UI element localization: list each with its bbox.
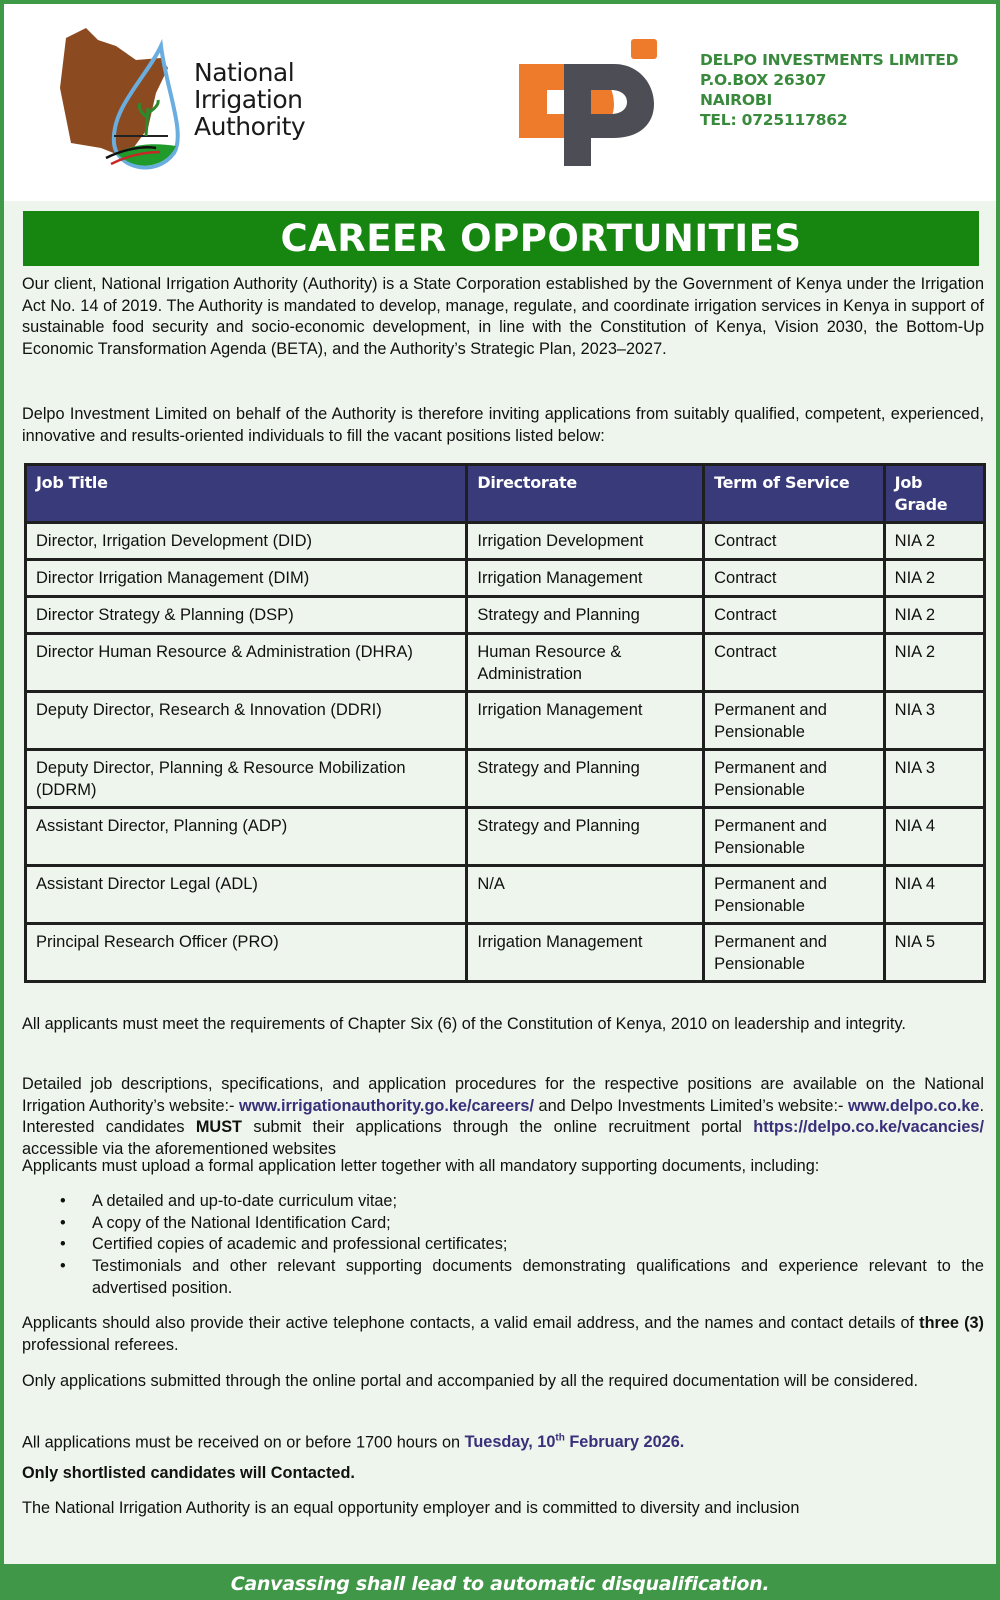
cell-term: Permanent and Pensionable — [704, 924, 885, 982]
cell-grade: NIA 2 — [884, 597, 984, 634]
cell-term: Permanent and Pensionable — [704, 866, 885, 924]
cell-term: Permanent and Pensionable — [704, 692, 885, 750]
cell-job-title: Principal Research Officer (PRO) — [26, 924, 467, 982]
contacts-text: Applicants should also provide their active telephone contacts, a valid email address, and the names and contact details of — [22, 1314, 920, 1332]
table-row — [26, 924, 985, 982]
delpo-website-link[interactable]: www.delpo.co.ke — [847, 1096, 980, 1115]
delpo-po-box: P.O.BOX 26307 — [700, 71, 827, 89]
table-row — [26, 560, 985, 597]
intro-paragraph: Our client, National Irrigation Authority (Authority) is a State Corporation established by the Government of Kenya under the Irrigation Act No. 14 of 2019. The Authority is mandated to develop, manage, regulate, and coordinate irrigation services in Kenya in support of sustainable food security and socio-economic development, in line with the Constitution of Kenya, Vision 2030, the Bottom-Up Economic Transformation Agenda (BETA), and the Authority’s Strategic Plan, 2023–2027. — [22, 275, 984, 359]
cell-grade: NIA 3 — [884, 750, 984, 808]
deadline-paragraph — [22, 1428, 984, 1454]
details-text: submit their applications through the online recruitment portal — [242, 1118, 754, 1137]
referees-count: three (3) — [919, 1314, 984, 1332]
delpo-company: DELPO INVESTMENTS LIMITED — [700, 51, 959, 69]
header-directorate: Directorate — [467, 465, 704, 523]
table-row — [26, 808, 985, 866]
cell-grade: NIA 2 — [884, 523, 984, 560]
documents-list — [54, 1191, 984, 1300]
header-job-title: Job Title — [26, 465, 467, 523]
delpo-tel: TEL: 0725117862 — [700, 111, 848, 129]
table-row — [26, 866, 985, 924]
vacancies-table — [24, 463, 986, 983]
header-term: Term of Service — [704, 465, 885, 523]
nia-logo-text — [194, 59, 305, 140]
cell-job-title: Assistant Director, Planning (ADP) — [26, 808, 467, 866]
cell-grade: NIA 2 — [884, 634, 984, 692]
cell-directorate: Strategy and Planning — [467, 808, 704, 866]
cell-term: Contract — [704, 597, 885, 634]
header — [4, 4, 996, 201]
details-text: Detailed job descriptions, specifications, and application procedures for the respective positions are available on the National Irrigation Authority’s website:- — [22, 1075, 984, 1115]
cell-directorate: Strategy and Planning — [467, 597, 704, 634]
cell-job-title: Deputy Director, Research & Innovation (DDRI) — [26, 692, 467, 750]
table-header-row — [26, 465, 985, 523]
cell-term: Contract — [704, 560, 885, 597]
table-row — [26, 523, 985, 560]
shortlisted-text: Only shortlisted candidates will Contacted. — [22, 1464, 355, 1482]
upload-intro: Applicants must upload a formal application letter together with all mandatory supporting documents, including: — [22, 1157, 820, 1175]
deadline-day: Tuesday, 10 — [464, 1433, 556, 1452]
chapter-six-paragraph: All applicants must meet the requirements of Chapter Six (6) of the Constitution of Kenya, 2010 on leadership and integrity. — [22, 1015, 906, 1033]
cell-term: Permanent and Pensionable — [704, 750, 885, 808]
contacts-paragraph — [22, 1313, 984, 1356]
deadline-text: All applications must be received on or before 1700 hours on — [22, 1433, 465, 1452]
cell-directorate: Irrigation Development — [467, 523, 704, 560]
cell-grade: NIA 4 — [884, 808, 984, 866]
cell-job-title: Director Strategy & Planning (DSP) — [26, 597, 467, 634]
delpo-city: NAIROBI — [700, 91, 773, 109]
cell-directorate: N/A — [467, 866, 704, 924]
details-text: and Delpo Investments Limited’s website:- — [533, 1096, 848, 1115]
details-text: accessible via the aforementioned websites — [22, 1140, 337, 1159]
table-row — [26, 634, 985, 692]
cell-directorate: Irrigation Management — [467, 924, 704, 982]
deadline-month-year: February 2026. — [564, 1433, 685, 1452]
table-row — [26, 750, 985, 808]
cell-term: Permanent and Pensionable — [704, 808, 885, 866]
cell-directorate: Human Resource & Administration — [467, 634, 704, 692]
header-grade: Job Grade — [884, 465, 984, 523]
cell-job-title: Assistant Director Legal (ADL) — [26, 866, 467, 924]
table-row — [26, 692, 985, 750]
content — [4, 201, 996, 1564]
nia-logo-line: Authority — [194, 112, 306, 141]
delpo-contact — [700, 50, 958, 130]
cell-job-title: Director Irrigation Management (DIM) — [26, 560, 467, 597]
cell-grade: NIA 3 — [884, 692, 984, 750]
deadline-date — [465, 1433, 685, 1451]
canvassing-footer: Canvassing shall lead to automatic disqualification. — [0, 1564, 1000, 1600]
cell-grade: NIA 4 — [884, 866, 984, 924]
cell-grade: NIA 5 — [884, 924, 984, 982]
deadline-suffix: th — [555, 1433, 565, 1444]
cell-grade: NIA 2 — [884, 560, 984, 597]
cell-directorate: Strategy and Planning — [467, 750, 704, 808]
cell-directorate: Irrigation Management — [467, 560, 704, 597]
details-text: . Interested candidates — [22, 1096, 984, 1137]
cell-job-title: Director, Irrigation Development (DID) — [26, 523, 467, 560]
must-emphasis: MUST — [195, 1118, 242, 1137]
vacancies-portal-link[interactable]: https://delpo.co.ke/vacancies/ — [753, 1118, 984, 1137]
portal-only-paragraph: Only applications submitted through the online portal and accompanied by all the required documentation will be considered. — [22, 1372, 919, 1390]
nia-careers-link[interactable]: www.irrigationauthority.go.ke/careers/ — [239, 1096, 534, 1115]
contacts-text: professional referees. — [22, 1335, 179, 1354]
shortlisted-notice — [22, 1463, 984, 1485]
cell-term: Contract — [704, 523, 885, 560]
details-paragraph — [22, 1074, 984, 1161]
cell-directorate: Irrigation Management — [467, 692, 704, 750]
career-banner: CAREER OPPORTUNITIES — [23, 211, 979, 266]
list-item: • Testimonials and other relevant supporting documents demonstrating qualifications and experience relevant to the advertised position. — [54, 1256, 984, 1299]
nia-logo-line: National — [194, 58, 295, 87]
list-item: • A detailed and up-to-date curriculum vitae; — [54, 1191, 984, 1213]
invitation-paragraph: Delpo Investment Limited on behalf of the Authority is therefore inviting applications from suitably qualified, competent, experienced, innovative and results-oriented individuals to fill the vacant positions listed below: — [22, 405, 984, 445]
nia-logo-line: Irrigation — [194, 85, 303, 114]
cell-job-title: Director Human Resource & Administration (DHRA) — [26, 634, 467, 692]
cell-term: Contract — [704, 634, 885, 692]
list-item: • Certified copies of academic and professional certificates; — [54, 1234, 984, 1256]
equal-opportunity-statement: The National Irrigation Authority is an equal opportunity employer and is committed to diversity and inclusion — [22, 1499, 800, 1517]
list-item: • A copy of the National Identification Card; — [54, 1213, 984, 1235]
cell-job-title: Deputy Director, Planning & Resource Mobilization (DDRM) — [26, 750, 467, 808]
table-row — [26, 597, 985, 634]
dpi-logo-icon — [519, 34, 669, 174]
